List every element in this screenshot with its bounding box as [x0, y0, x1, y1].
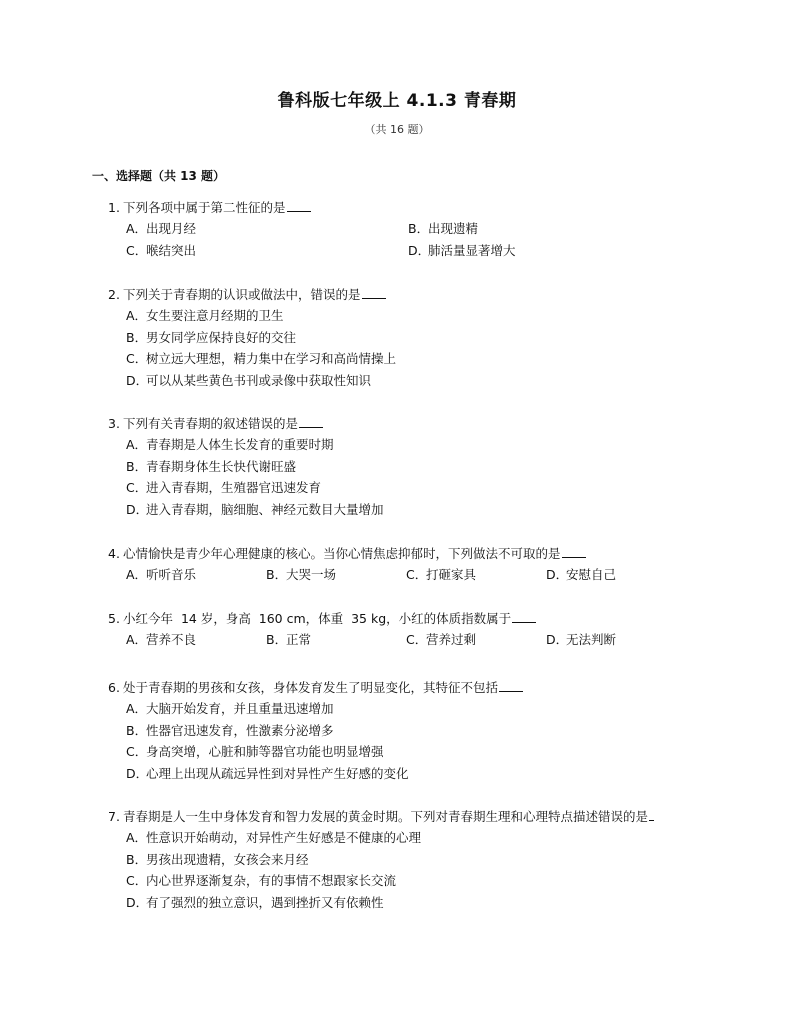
- option-c: C．内心世界逐渐复杂，有的事情不想跟家长交流: [126, 873, 397, 888]
- option-list: [108, 629, 708, 651]
- question-text: 下列关于青春期的认识或做法中，错误的是: [123, 287, 361, 302]
- option-c: C．营养过剩: [406, 632, 477, 647]
- option-a: A．女生要注意月经期的卫生: [126, 308, 284, 323]
- option-b: B．性器官迅速发育，性激素分泌增多: [126, 722, 334, 738]
- option-a: A．听听音乐: [126, 567, 197, 582]
- question-count: （共 16 题）: [364, 123, 430, 136]
- answer-blank: [562, 543, 586, 558]
- question-stem: [108, 806, 708, 827]
- question-stem: [108, 413, 708, 434]
- question-text: 下列有关青春期的叙述错误的是: [123, 416, 299, 431]
- question-text: 下列各项中属于第二性征的是: [123, 200, 286, 215]
- question-stem: [108, 284, 708, 305]
- option-a: A．出现月经: [126, 221, 197, 236]
- option-d: D．心理上出现从疏远异性到对异性产生好感的变化: [126, 765, 409, 781]
- option-c: C．身高突增，心脏和肺等器官功能也明显增强: [126, 744, 384, 759]
- question-number: 4.: [108, 546, 120, 561]
- option-d: D．安慰自己: [546, 567, 617, 582]
- option-a: A．青春期是人体生长发育的重要时期: [126, 437, 334, 452]
- question-6: [108, 677, 708, 784]
- option-c: C．打砸家具: [406, 567, 477, 582]
- question-number: 5.: [108, 611, 120, 626]
- option-d: D．进入青春期，脑细胞、神经元数目大量增加: [126, 501, 384, 517]
- question-2: [108, 284, 708, 391]
- question-text: 处于青春期的男孩和女孩，身体发育发生了明显变化，其特征不包括: [123, 680, 499, 695]
- answer-blank: [362, 284, 386, 299]
- question-text: 青春期是人一生中身体发育和智力发展的黄金时期。下列对青春期生理和心理特点描述错误的是: [123, 809, 649, 824]
- option-list: [108, 698, 708, 784]
- answer-blank: [499, 677, 523, 692]
- answer-blank: [287, 197, 311, 212]
- question-stem: [108, 197, 708, 218]
- question-text: 小红今年 14 岁，身高 160 cm，体重 35 kg，小红的体质指数属于: [123, 611, 512, 626]
- question-stem: [108, 543, 708, 564]
- question-number: 2.: [108, 287, 120, 302]
- option-a: A．大脑开始发育，并且重量迅速增加: [126, 701, 334, 716]
- question-number: 1.: [108, 200, 120, 215]
- answer-blank: [299, 413, 323, 428]
- question-number: 6.: [108, 680, 120, 695]
- question-number: 3.: [108, 416, 120, 431]
- question-stem: [108, 677, 708, 698]
- question-3: [108, 413, 708, 520]
- option-list: [108, 218, 708, 261]
- question-stem: [108, 608, 708, 629]
- question-1: [108, 197, 708, 261]
- option-d: D．肺活量显著增大: [408, 242, 516, 258]
- question-5: [108, 608, 708, 651]
- option-b: B．出现遗精: [408, 221, 479, 236]
- option-c: C．喉结突出: [126, 242, 197, 258]
- question-number: 7.: [108, 809, 120, 824]
- option-b: B．男孩出现遗精，女孩会来月经: [126, 851, 309, 867]
- option-list: [108, 305, 708, 391]
- option-list: [108, 434, 708, 520]
- option-d: D．有了强烈的独立意识，遇到挫折又有依赖性: [126, 894, 384, 910]
- answer-blank: [512, 608, 536, 623]
- option-b: B．男女同学应保持良好的交往: [126, 329, 297, 345]
- option-b: B．青春期身体生长快代谢旺盛: [126, 458, 297, 474]
- option-c: C．树立远大理想，精力集中在学习和高尚情操上: [126, 351, 397, 366]
- question-7: [108, 806, 708, 913]
- question-4: [108, 543, 708, 586]
- option-a: A．性意识开始萌动，对异性产生好感是不健康的心理: [126, 830, 422, 845]
- option-list: [108, 564, 708, 586]
- section-heading: 一、选择题（共 13 题）: [92, 169, 226, 183]
- option-d: D．无法判断: [546, 632, 617, 647]
- question-text: 心情愉快是青少年心理健康的核心。当你心情焦虑抑郁时，下列做法不可取的是: [123, 546, 561, 561]
- option-d: D．可以从某些黄色书刊或录像中获取性知识: [126, 372, 372, 388]
- answer-blank: [649, 806, 654, 821]
- option-b: B．正常: [266, 632, 312, 647]
- option-b: B．大哭一场: [266, 567, 337, 582]
- option-list: [108, 827, 708, 913]
- option-a: A．营养不良: [126, 632, 197, 647]
- document-title: 鲁科版七年级上 4.1.3 青春期: [277, 91, 517, 111]
- option-c: C．进入青春期，生殖器官迅速发育: [126, 480, 322, 495]
